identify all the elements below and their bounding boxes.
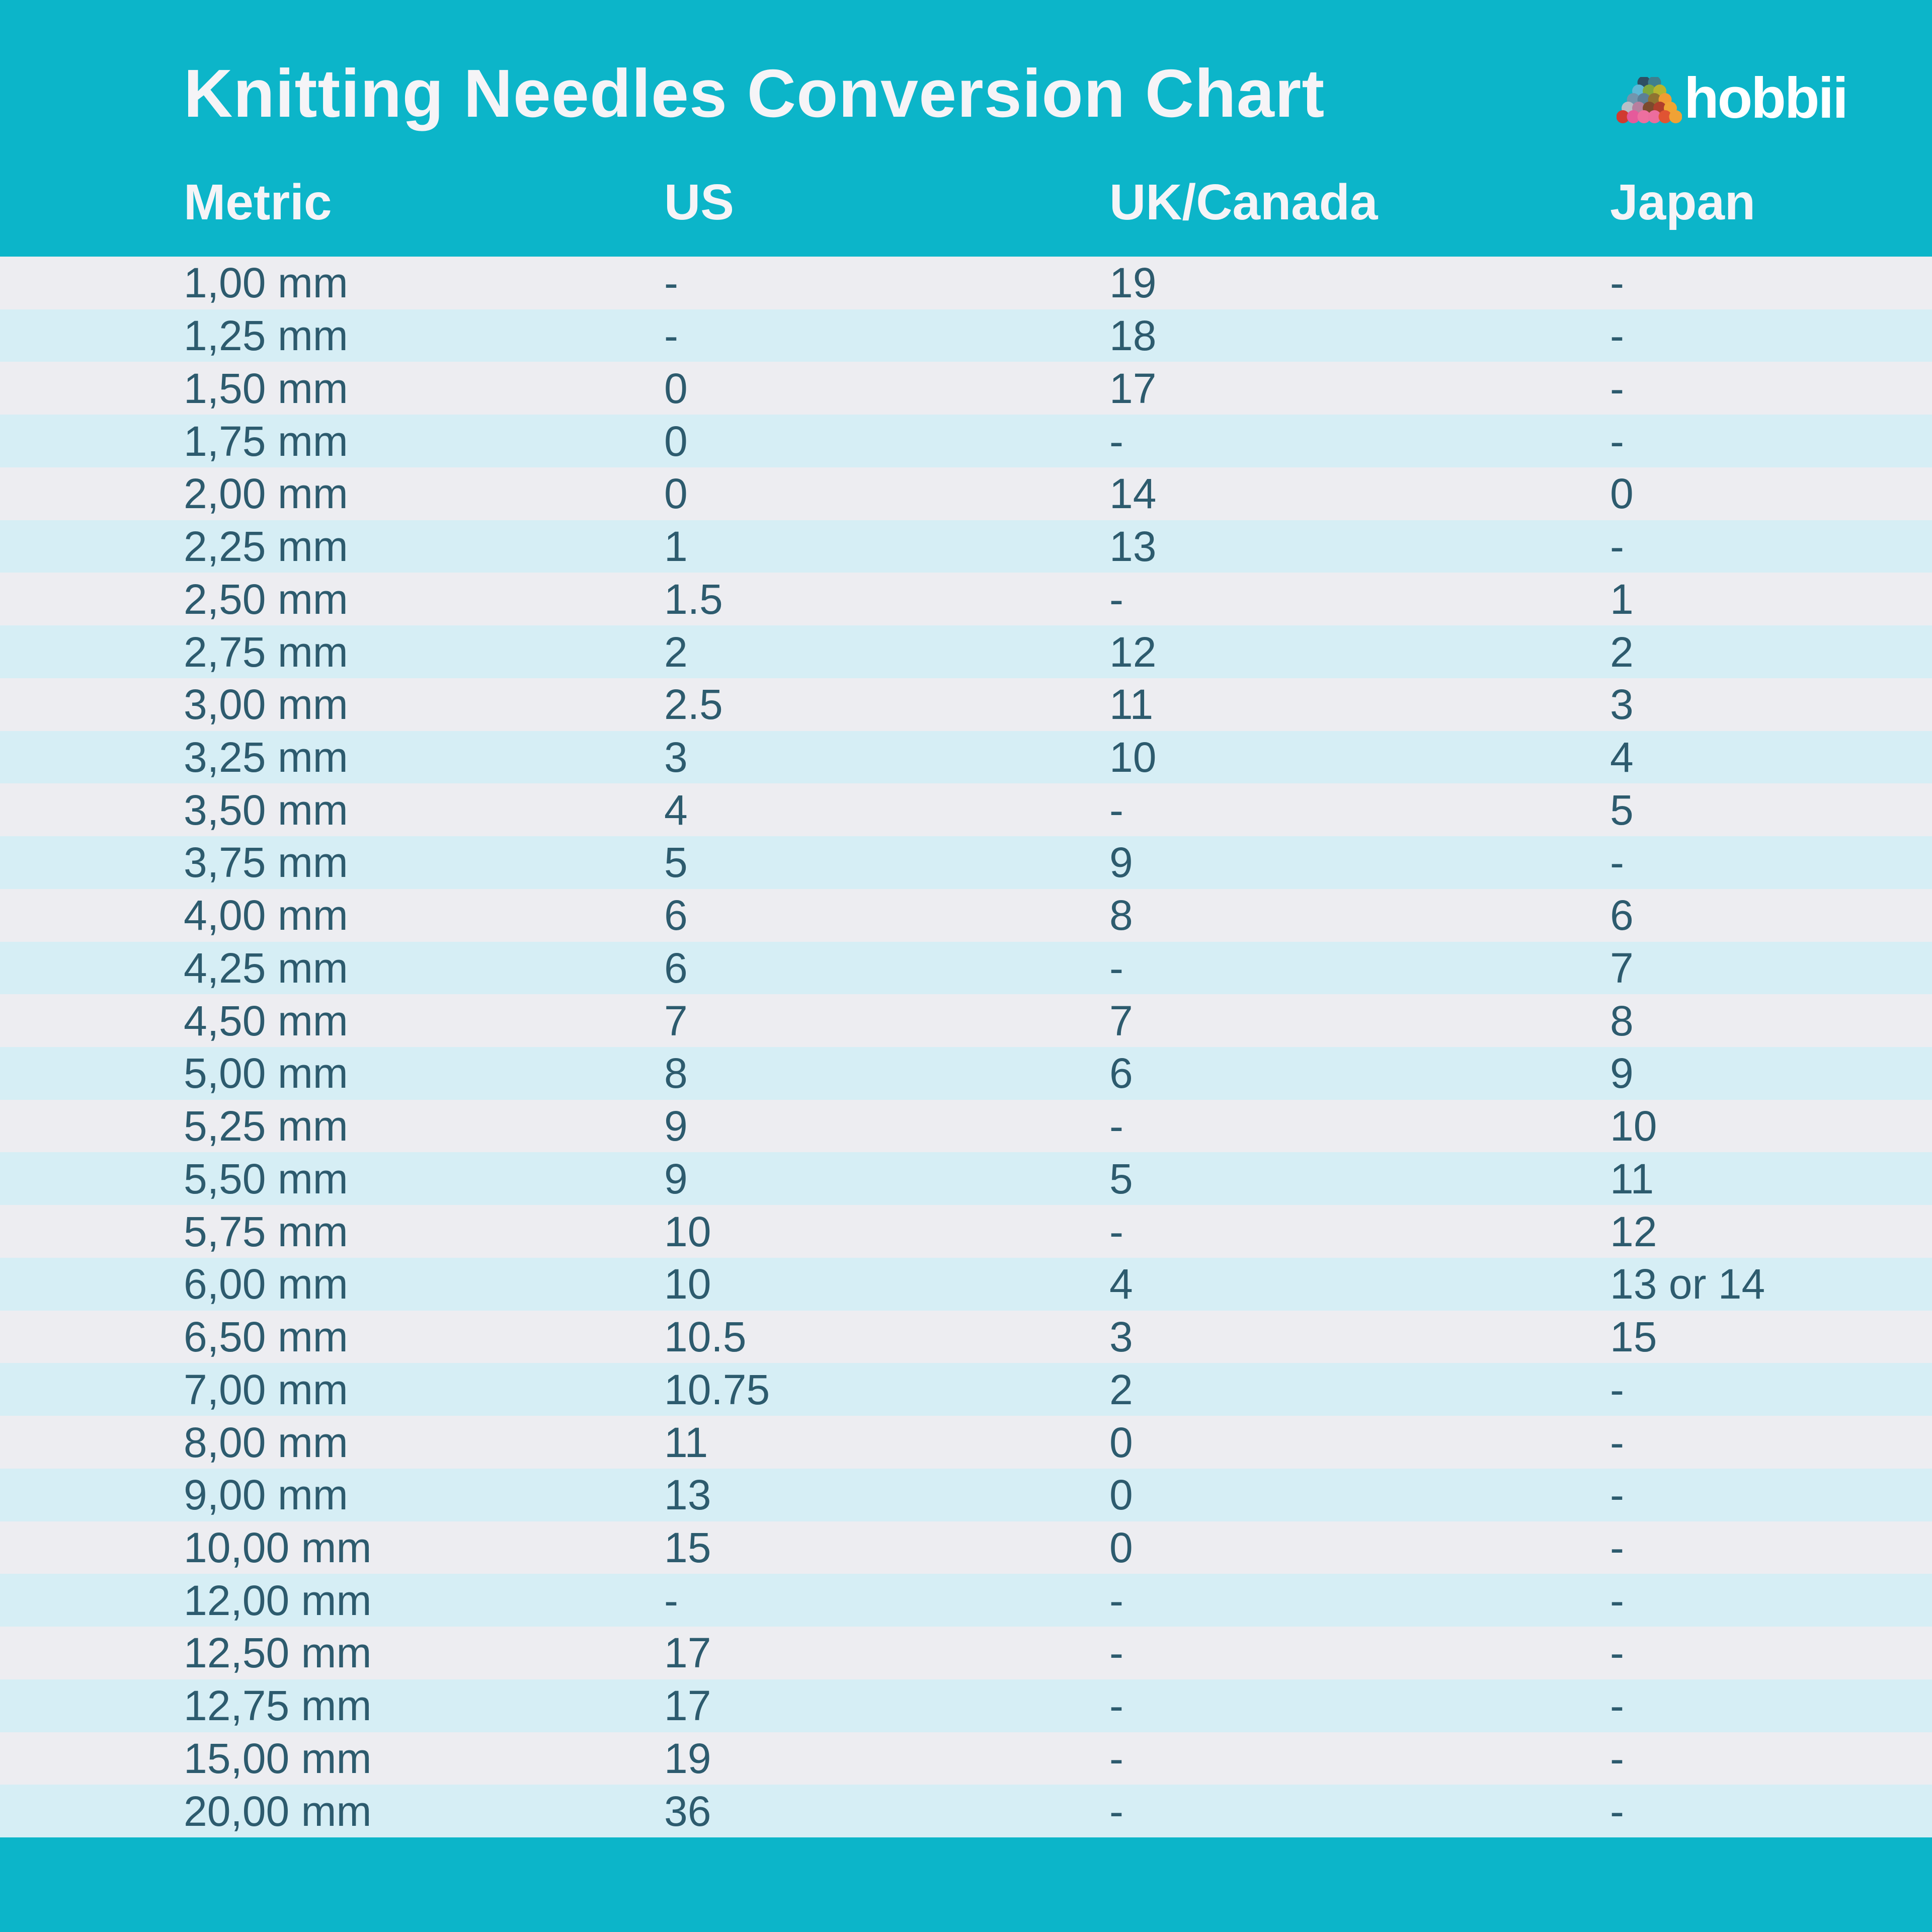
table-cell: 13	[1109, 523, 1157, 571]
table-cell: -	[1610, 312, 1624, 360]
table-cell: -	[1610, 1629, 1624, 1677]
table-row	[0, 1100, 1932, 1153]
table-cell: -	[1610, 1734, 1624, 1782]
table-cell: 5	[664, 839, 688, 887]
table-cell: 7	[1109, 997, 1133, 1044]
table-cell: 2	[1109, 1365, 1133, 1413]
table-cell: 12,00 mm	[184, 1576, 372, 1624]
column-header-us: US	[664, 174, 734, 230]
table-cell: 7	[1610, 944, 1634, 992]
table-cell: 0	[1109, 1471, 1133, 1519]
table-cell: 0	[1109, 1523, 1133, 1571]
table-cell: 20,00 mm	[184, 1787, 372, 1835]
footer-band	[0, 1837, 1932, 1932]
table-cell: -	[1610, 364, 1624, 412]
table-cell: 1.5	[664, 575, 723, 623]
table-cell: 0	[664, 364, 688, 412]
table-cell: -	[1109, 944, 1123, 992]
table-cell: -	[1610, 1523, 1624, 1571]
table-cell: 17	[1109, 364, 1157, 412]
table-cell: 36	[664, 1787, 711, 1835]
header-band	[0, 0, 1932, 257]
table-cell: -	[664, 1576, 678, 1624]
table-cell: -	[1109, 417, 1123, 465]
table-cell: -	[1109, 1629, 1123, 1677]
table-cell: 19	[664, 1734, 711, 1782]
logo-wordmark: hobbii	[1684, 66, 1847, 130]
table-cell: 1,00 mm	[184, 259, 348, 307]
table-row	[0, 362, 1932, 415]
table-cell: 0	[1109, 1418, 1133, 1466]
table-row	[0, 1205, 1932, 1258]
table-cell: 10.5	[664, 1313, 747, 1361]
table-cell: 2,25 mm	[184, 523, 348, 571]
table-cell: 10	[1610, 1102, 1657, 1150]
table-cell: 6,00 mm	[184, 1260, 348, 1308]
table-row	[0, 836, 1932, 889]
table-row	[0, 257, 1932, 309]
table-cell: -	[1610, 259, 1624, 307]
table-cell: 2.5	[664, 681, 723, 729]
table-cell: 4,00 mm	[184, 892, 348, 939]
table-cell: -	[1610, 1682, 1624, 1730]
table-row	[0, 994, 1932, 1047]
table-cell: 15	[664, 1523, 711, 1571]
table-cell: -	[1610, 1471, 1624, 1519]
table-cell: 0	[664, 470, 688, 518]
table-cell: 12	[1109, 628, 1157, 676]
table-cell: 12,50 mm	[184, 1629, 372, 1677]
table-cell: 8	[664, 1050, 688, 1097]
table-row	[0, 1311, 1932, 1363]
table-cell: 9	[664, 1155, 688, 1202]
table-cell: 2	[664, 628, 688, 676]
table-cell: -	[1610, 1418, 1624, 1466]
table-cell: 5,50 mm	[184, 1155, 348, 1202]
table-cell: 7,00 mm	[184, 1365, 348, 1413]
table-cell: 9	[1109, 839, 1133, 887]
table-row	[0, 1521, 1932, 1574]
table-cell: 19	[1109, 259, 1157, 307]
table-cell: 10	[1109, 733, 1157, 781]
table-cell: 12	[1610, 1208, 1657, 1255]
table-cell: 1	[664, 523, 688, 571]
table-row	[0, 309, 1932, 362]
table-cell: 1,75 mm	[184, 417, 348, 465]
table-row	[0, 467, 1932, 520]
table-cell: 6	[1610, 892, 1634, 939]
table-row	[0, 573, 1932, 625]
table-cell: 3	[664, 733, 688, 781]
table-cell: 3,00 mm	[184, 681, 348, 729]
table-cell: -	[1610, 1787, 1624, 1835]
table-row	[0, 1416, 1932, 1469]
table-row	[0, 1732, 1932, 1785]
table-cell: 3	[1610, 681, 1634, 729]
table-row	[0, 1152, 1932, 1205]
table-cell: -	[1109, 1682, 1123, 1730]
table-cell: 6,50 mm	[184, 1313, 348, 1361]
table-cell: 0	[664, 417, 688, 465]
hobbii-logo	[1617, 66, 1863, 130]
table-cell: 15	[1610, 1313, 1657, 1361]
table-cell: 2,75 mm	[184, 628, 348, 676]
table-row	[0, 889, 1932, 942]
table-cell: 2,00 mm	[184, 470, 348, 518]
table-cell: -	[664, 259, 678, 307]
table-row	[0, 1047, 1932, 1100]
table-cell: 9,00 mm	[184, 1471, 348, 1519]
column-header-metric: Metric	[184, 174, 332, 230]
table-row	[0, 1627, 1932, 1679]
table-cell: 2	[1610, 628, 1634, 676]
table-cell: -	[1109, 1576, 1123, 1624]
column-header-japan: Japan	[1610, 174, 1756, 230]
table-row	[0, 1785, 1932, 1837]
table-row	[0, 625, 1932, 678]
table-cell: -	[1610, 523, 1624, 571]
table-cell: 13 or 14	[1610, 1260, 1765, 1308]
table-cell: 10,00 mm	[184, 1523, 372, 1571]
table-cell: 5,25 mm	[184, 1102, 348, 1150]
table-cell: 5,75 mm	[184, 1208, 348, 1255]
yarn-pyramid-icon	[1617, 77, 1682, 125]
table-cell: 4	[1109, 1260, 1133, 1308]
table-cell: 14	[1109, 470, 1157, 518]
table-cell: 15,00 mm	[184, 1734, 372, 1782]
table-cell: 3,75 mm	[184, 839, 348, 887]
table-cell: 3	[1109, 1313, 1133, 1361]
table-row	[0, 942, 1932, 995]
table-cell: -	[1610, 1365, 1624, 1413]
table-cell: 11	[664, 1418, 708, 1466]
table-cell: 17	[664, 1682, 711, 1730]
table-row	[0, 520, 1932, 573]
table-cell: -	[1109, 786, 1123, 834]
table-cell: 6	[664, 892, 688, 939]
table-cell: 2,50 mm	[184, 575, 348, 623]
table-row	[0, 678, 1932, 731]
table-cell: 9	[664, 1102, 688, 1150]
table-cell: 1,25 mm	[184, 312, 348, 360]
table-cell: -	[664, 312, 678, 360]
column-header-uk-canada: UK/Canada	[1109, 174, 1378, 230]
table-row	[0, 1574, 1932, 1627]
table-cell: 5	[1610, 786, 1634, 834]
table-cell: -	[1109, 1208, 1123, 1255]
table-cell: 4	[664, 786, 688, 834]
table-cell: -	[1109, 1734, 1123, 1782]
conversion-table-body	[0, 257, 1932, 1837]
table-cell: 7	[664, 997, 688, 1044]
table-cell: 4,50 mm	[184, 997, 348, 1044]
table-row	[0, 1258, 1932, 1311]
table-cell: 3,25 mm	[184, 733, 348, 781]
table-row	[0, 1679, 1932, 1732]
table-cell: 12,75 mm	[184, 1682, 372, 1730]
table-row	[0, 783, 1932, 836]
table-cell: 8	[1109, 892, 1133, 939]
table-cell: 9	[1610, 1050, 1634, 1097]
table-cell: 11	[1610, 1155, 1654, 1202]
table-row	[0, 731, 1932, 784]
table-cell: -	[1610, 839, 1624, 887]
table-cell: 11	[1109, 681, 1154, 729]
table-cell: -	[1610, 1576, 1624, 1624]
table-cell: 5	[1109, 1155, 1133, 1202]
table-cell: 10	[664, 1208, 711, 1255]
table-cell: 3,50 mm	[184, 786, 348, 834]
table-cell: -	[1109, 575, 1123, 623]
table-cell: 5,00 mm	[184, 1050, 348, 1097]
table-cell: 6	[664, 944, 688, 992]
table-cell: 0	[1610, 470, 1634, 518]
table-cell: -	[1610, 417, 1624, 465]
page-title: Knitting Needles Conversion Chart	[184, 55, 1325, 131]
table-cell: -	[1109, 1102, 1123, 1150]
table-cell: 4,25 mm	[184, 944, 348, 992]
table-cell: 13	[664, 1471, 711, 1519]
table-cell: 8,00 mm	[184, 1418, 348, 1466]
table-row	[0, 415, 1932, 467]
table-cell: 1,50 mm	[184, 364, 348, 412]
table-cell: -	[1109, 1787, 1123, 1835]
table-cell: 8	[1610, 997, 1634, 1044]
table-cell: 17	[664, 1629, 711, 1677]
table-cell: 4	[1610, 733, 1634, 781]
table-row	[0, 1363, 1932, 1416]
table-cell: 10	[664, 1260, 711, 1308]
table-cell: 18	[1109, 312, 1157, 360]
table-cell: 6	[1109, 1050, 1133, 1097]
table-cell: 10.75	[664, 1365, 770, 1413]
yarn-ball-icon	[1669, 110, 1682, 123]
table-cell: 1	[1610, 575, 1634, 623]
table-row	[0, 1469, 1932, 1521]
